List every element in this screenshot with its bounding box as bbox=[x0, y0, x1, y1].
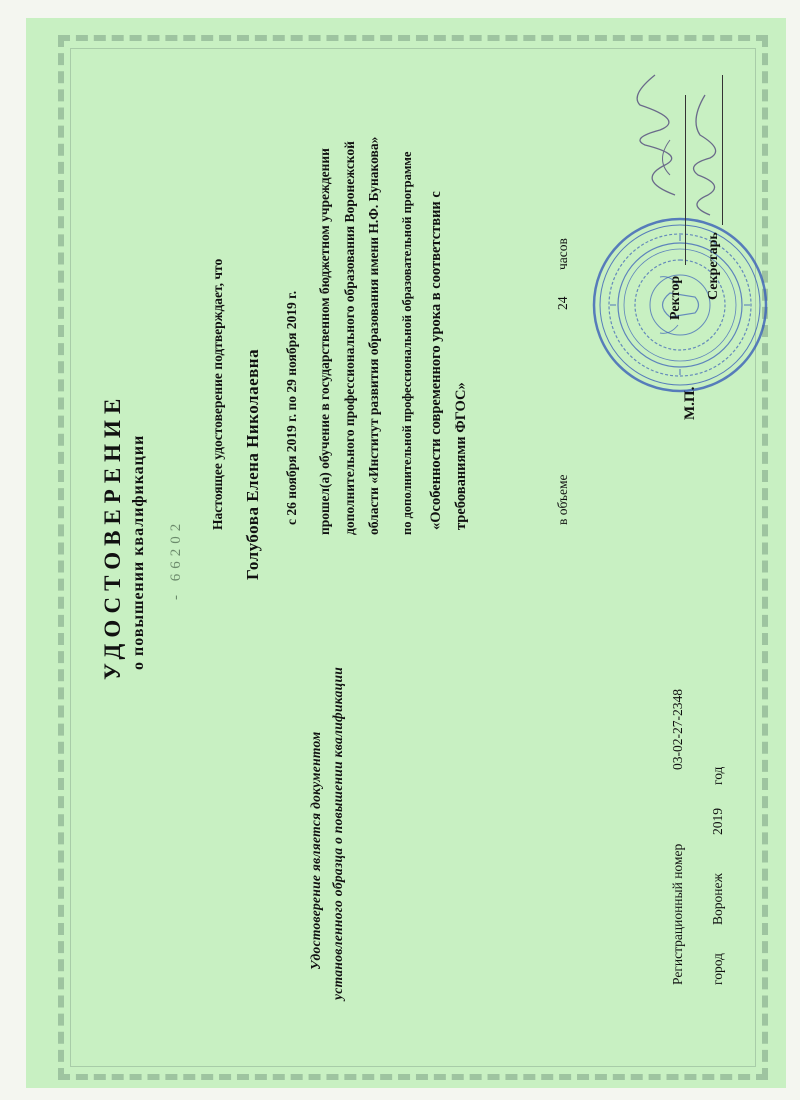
seal-label: М.П. bbox=[682, 386, 698, 420]
study-line-3: области «Институт развития образования имени Н.Ф. Бунакова» bbox=[366, 136, 381, 535]
document-title: УДОСТОВЕРЕНИЕ bbox=[100, 392, 125, 680]
program-line-2: требованиями ФГОС» bbox=[453, 382, 469, 530]
program-line-1: «Особенности современного урока в соответствии с bbox=[428, 191, 444, 530]
study-line-2: дополнительного профессионального образования Воронежской bbox=[342, 141, 357, 535]
secretary-label: Секретарь bbox=[706, 232, 721, 300]
document-subtitle: о повышении квалификации bbox=[130, 434, 147, 670]
program-intro: по дополнительной профессиональной образовательной программе bbox=[400, 151, 414, 535]
secretary-signature-icon bbox=[680, 90, 730, 220]
year-unit: год bbox=[710, 766, 725, 785]
full-name: Голубова Елена Николаевна bbox=[243, 348, 262, 580]
serial-number: - 66202 bbox=[168, 518, 184, 600]
intro-text: Настоящее удостоверение подтверждает, что bbox=[210, 258, 225, 530]
rector-label: Ректор bbox=[668, 275, 683, 320]
reg-label: Регистрационный номер bbox=[670, 843, 685, 985]
study-period: с 26 ноября 2019 г. по 29 ноября 2019 г. bbox=[284, 290, 299, 525]
city-label: город bbox=[710, 953, 725, 985]
reg-number: 03-02-27-2348 bbox=[670, 689, 685, 770]
year-value: 2019 bbox=[710, 808, 725, 835]
volume-value: 24 bbox=[555, 296, 570, 310]
document-note-line-1: Удостоверение является документом bbox=[308, 731, 323, 970]
study-line-1: прошел(а) обучение в государственном бюджетном учреждении bbox=[317, 148, 332, 535]
volume-unit: часов bbox=[555, 238, 570, 270]
volume-label: в объеме bbox=[555, 474, 570, 525]
document-note-line-2: установленного образца о повышении квалификации bbox=[330, 666, 345, 1000]
city-value: Воронеж bbox=[710, 873, 725, 925]
